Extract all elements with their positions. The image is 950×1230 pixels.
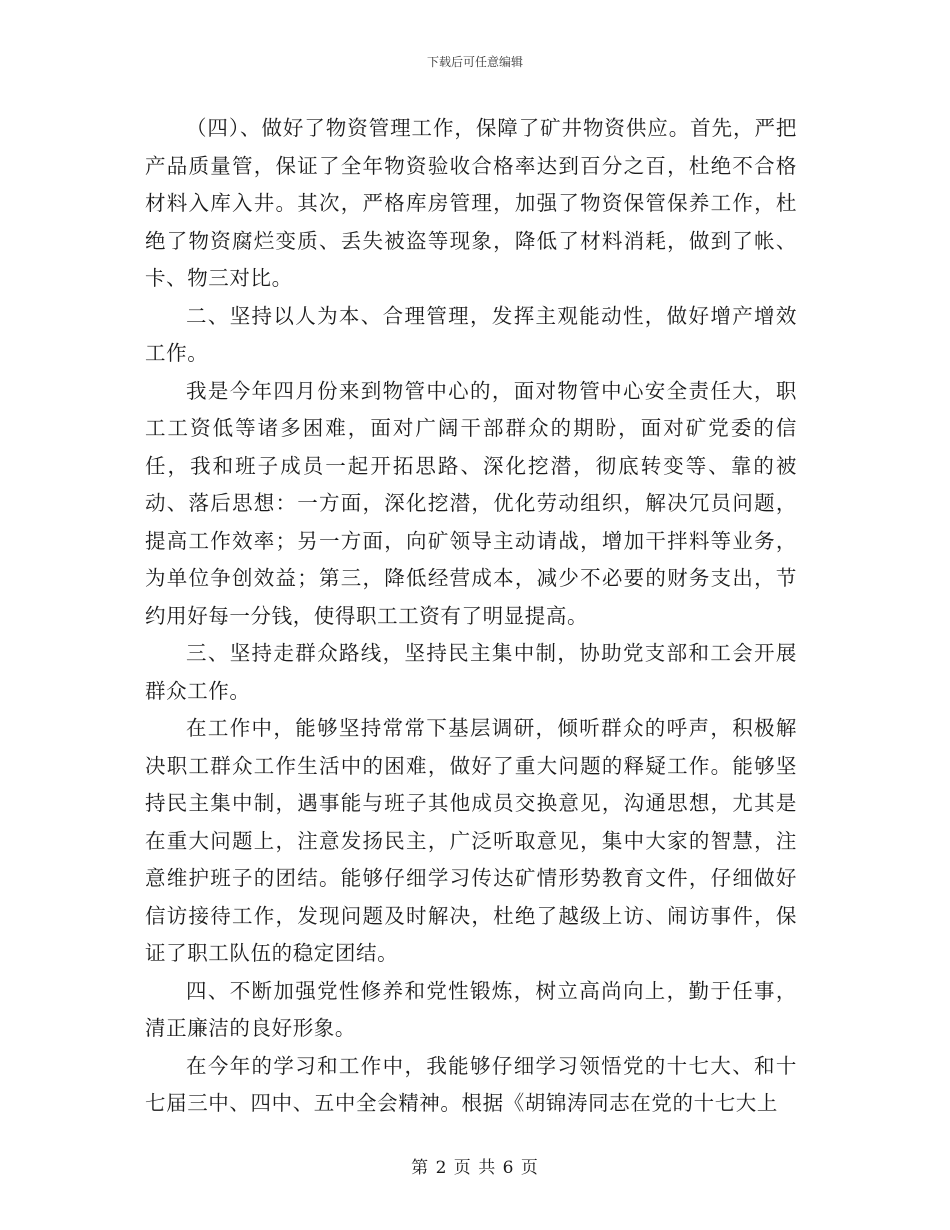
paragraph-materials-management: （四）、做好了物资管理工作，保障了矿井物资供应。首先，严把产品质量管，保证了全年物资验收合格率达到百分之百，杜绝不合格材料入库入井。其次，严格库房管理，加强了物资保管保养工作，杜绝了物资腐烂变质、丢失被盗等现象，降低了材料消耗，做到了帐、卡、物三对比。	[145, 116, 797, 290]
page-number: 第 2 页 共 6 页	[411, 1158, 539, 1178]
heading-mass-line: 三、坚持走群众路线，坚持民主集中制，协助党支部和工会开展群众工作。	[145, 641, 797, 703]
paragraph-mass-work: 在工作中，能够坚持常常下基层调研，倾听群众的呼声，积极解决职工群众工作生活中的困难，做好了重大问题的释疑工作。能够坚持民主集中制，遇事能与班子其他成员交换意见，沟通思想，尤其是在重大问题上，注意发扬民主，广泛听取意见，集中大家的智慧，注意维护班子的团结。能够仔细学习传达矿情形势教育文件，仔细做好信访接待工作，发现问题及时解决，杜绝了越级上访、闹访事件，保证了职工队伍的稳定团结。	[145, 716, 797, 965]
paragraph-work-summary: 我是今年四月份来到物管中心的，面对物管中心安全责任大，职工工资低等诸多困难，面对广阔干部群众的期盼，面对矿党委的信任，我和班子成员一起开拓思路、深化挖潜，彻底转变等、靠的被动、落后思想：一方面，深化挖潜，优化劳动组织，解决冗员问题，提高工作效率；另一方面，向矿领导主动请战，增加干拌料等业务，为单位争创效益；第三，降低经营成本，减少不必要的财务支出，节约用好每一分钱，使得职工工资有了明显提高。	[145, 378, 797, 628]
document-body	[145, 110, 797, 1123]
heading-people-oriented: 二、坚持以人为本、合理管理，发挥主观能动性，做好增产增效工作。	[145, 303, 797, 365]
heading-party-spirit: 四、不断加强党性修养和党性锻炼，树立高尚向上，勤于任事，清正廉洁的良好形象。	[145, 978, 797, 1040]
page-header: 下载后可任意编辑	[426, 55, 523, 69]
paragraph-study: 在今年的学习和工作中，我能够仔细学习领悟党的十七大、和十七届三中、四中、五中全会精神。根据《胡锦涛同志在党的十七大上	[145, 1053, 797, 1115]
